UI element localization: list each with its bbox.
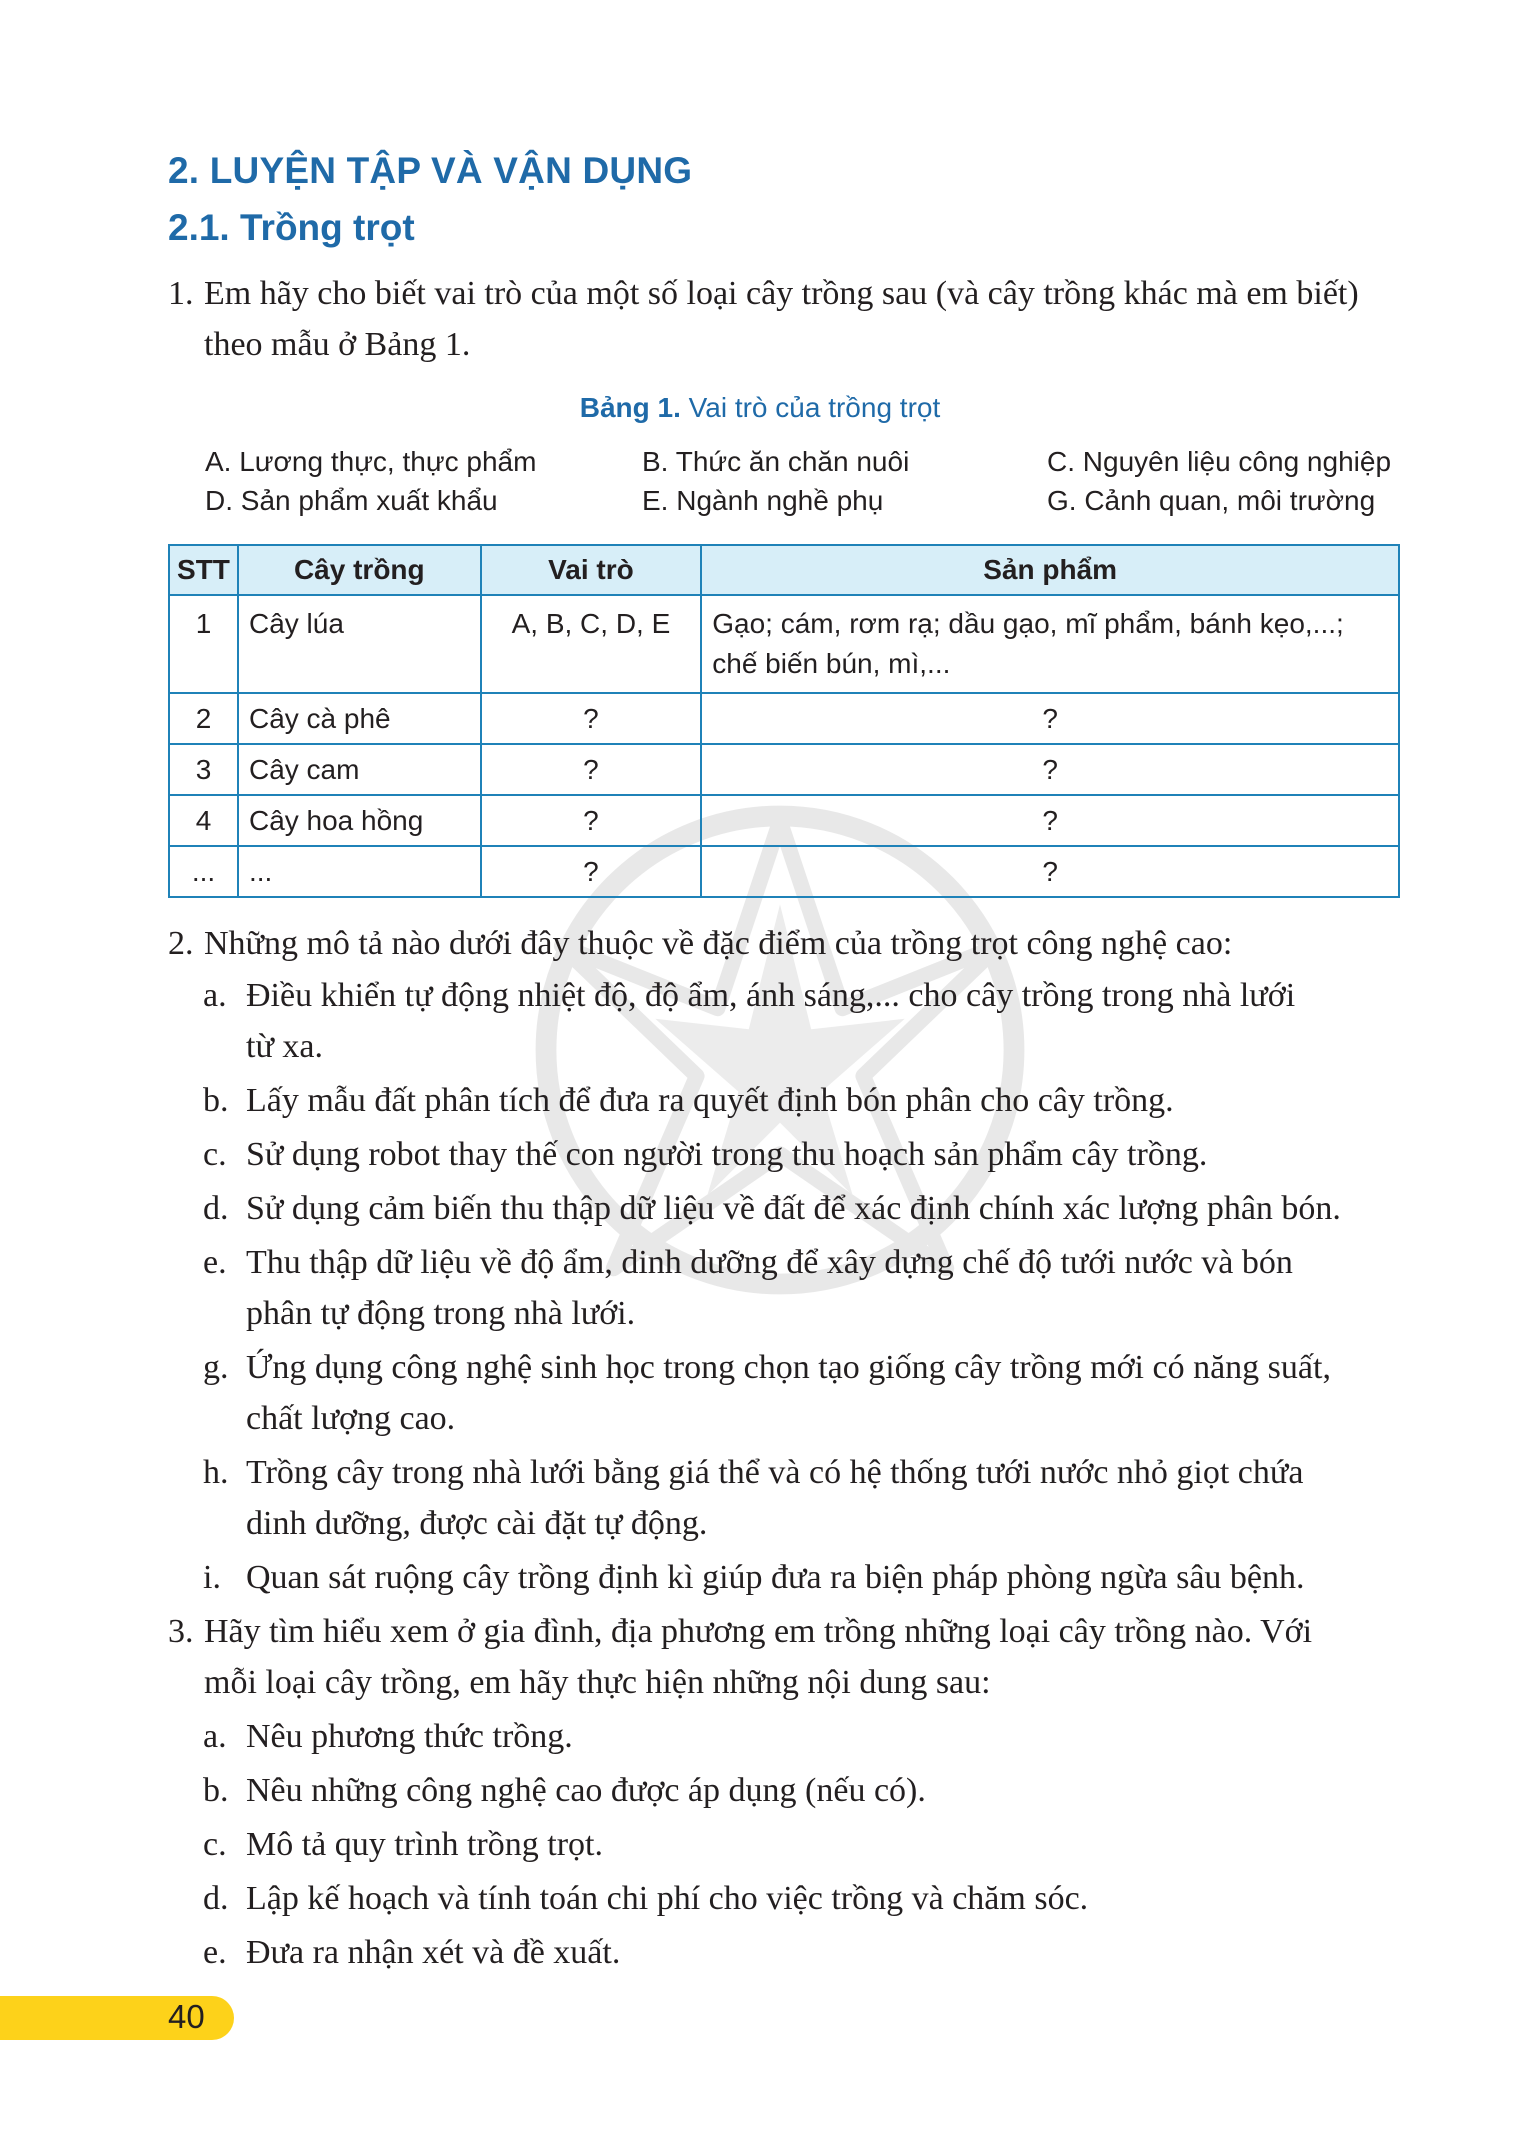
list-item [203, 1237, 1403, 1339]
list-item [203, 1447, 1403, 1549]
cell-crop: ... [238, 846, 481, 897]
cell-stt: 1 [169, 595, 238, 693]
list-item-label: c. [203, 1136, 227, 1173]
cell-stt: 3 [169, 744, 238, 795]
legend-item-d: D. Sản phẩm xuất khẩu [205, 485, 498, 516]
list-item-label: a. [203, 1718, 227, 1755]
crop-role-table [168, 544, 1400, 898]
table-caption [0, 392, 1520, 424]
table-header-row [169, 545, 1399, 595]
table-caption-text: Vai trò của trồng trọt [680, 392, 941, 423]
list-item-label: b. [203, 1772, 229, 1809]
list-item [203, 1183, 1403, 1234]
list-item-text: Lập kế hoạch và tính toán chi phí cho việc trồng và chăm sóc. [246, 1880, 1089, 1917]
list-item-line: phân tự động trong nhà lưới. [246, 1295, 636, 1332]
list-item-line: Thu thập dữ liệu về độ ẩm, dinh dưỡng để xây dựng chế độ tưới nước và bón [246, 1244, 1293, 1281]
question-3 [168, 1606, 1408, 1708]
cell-stt: 4 [169, 795, 238, 846]
list-item-label: e. [203, 1244, 227, 1281]
list-item-label: e. [203, 1934, 227, 1971]
list-item-label: d. [203, 1190, 229, 1227]
table-row [169, 693, 1399, 744]
list-item-text: Mô tả quy trình trồng trọt. [246, 1826, 603, 1863]
list-item-label: d. [203, 1880, 229, 1917]
question-text-line: Em hãy cho biết vai trò của một số loại cây trồng sau (và cây trồng khác mà em biết) [204, 275, 1359, 312]
list-item-line: Điều khiển tự động nhiệt độ, độ ẩm, ánh sáng,... cho cây trồng trong nhà lưới [246, 977, 1296, 1014]
list-item-label: i. [203, 1559, 221, 1596]
cell-role: ? [481, 693, 702, 744]
cell-role: ? [481, 795, 702, 846]
legend-item-a: A. Lương thực, thực phẩm [205, 446, 537, 477]
list-item [203, 1765, 1403, 1816]
question-text-line: Hãy tìm hiểu xem ở gia đình, địa phương em trồng những loại cây trồng nào. Với [204, 1613, 1313, 1650]
legend-item-b: B. Thức ăn chăn nuôi [642, 446, 910, 477]
cell-product-line: Gạo; cám, rơm rạ; dầu gạo, mĩ phẩm, bánh kẹo,...; [712, 608, 1344, 639]
list-item-line: dinh dưỡng, được cài đặt tự động. [246, 1505, 708, 1542]
question-text-line: theo mẫu ở Bảng 1. [204, 326, 471, 363]
cell-role: ? [481, 744, 702, 795]
table-caption-label: Bảng 1. [579, 392, 681, 423]
list-item [203, 1552, 1403, 1603]
cell-product-line: chế biến bún, mì,... [712, 648, 951, 679]
cell-product: ? [701, 744, 1399, 795]
list-item-text: Nêu những công nghệ cao được áp dụng (nếu có). [246, 1772, 926, 1809]
cell-crop: Cây lúa [238, 595, 481, 693]
legend-item-e: E. Ngành nghề phụ [642, 485, 884, 516]
column-header-stt: STT [169, 545, 238, 595]
legend-item-g: G. Cảnh quan, môi trường [1047, 485, 1376, 516]
list-item-label: h. [203, 1454, 229, 1491]
legend-item-c: C. Nguyên liệu công nghiệp [1047, 446, 1392, 477]
list-item-label: c. [203, 1826, 227, 1863]
list-item-line: Ứng dụng công nghệ sinh học trong chọn tạo giống cây trồng mới có năng suất, [246, 1349, 1331, 1386]
question-1 [168, 268, 1408, 370]
list-item-line: từ xa. [246, 1028, 323, 1065]
list-item [203, 1927, 1403, 1978]
list-item-label: b. [203, 1082, 229, 1119]
table-row [169, 795, 1399, 846]
table-row [169, 595, 1399, 693]
cell-crop: Cây cà phê [238, 693, 481, 744]
section-title: 2. LUYỆN TẬP VÀ VẬN DỤNG [168, 150, 693, 191]
column-header-role: Vai trò [481, 545, 702, 595]
cell-product [701, 595, 1399, 693]
list-item [203, 1129, 1403, 1180]
cell-product: ? [701, 693, 1399, 744]
cell-product: ? [701, 795, 1399, 846]
cell-stt: ... [169, 846, 238, 897]
list-item [203, 1819, 1403, 1870]
list-item-line: chất lượng cao. [246, 1400, 456, 1437]
column-header-product: Sản phẩm [701, 545, 1399, 595]
question-number: 3. [168, 1613, 194, 1650]
table-row [169, 846, 1399, 897]
cell-role: A, B, C, D, E [481, 595, 702, 693]
list-item [203, 1873, 1403, 1924]
question-number: 2. [168, 925, 194, 962]
list-item-text: Nêu phương thức trồng. [246, 1718, 573, 1755]
cell-role: ? [481, 846, 702, 897]
question-2 [168, 918, 1408, 969]
list-item-label: g. [203, 1349, 229, 1386]
list-item-line: Sử dụng cảm biến thu thập dữ liệu về đất để xác định chính xác lượng phân bón. [246, 1190, 1341, 1227]
list-item [203, 970, 1403, 1072]
cell-crop: Cây cam [238, 744, 481, 795]
list-item-label: a. [203, 977, 227, 1014]
list-item-text: Đưa ra nhận xét và đề xuất. [246, 1934, 621, 1971]
list-item [203, 1711, 1403, 1762]
list-item [203, 1342, 1403, 1444]
question-number: 1. [168, 275, 194, 312]
question-text-line: mỗi loại cây trồng, em hãy thực hiện những nội dung sau: [204, 1664, 991, 1701]
cell-crop: Cây hoa hồng [238, 795, 481, 846]
table-row [169, 744, 1399, 795]
question-text: Những mô tả nào dưới đây thuộc về đặc điểm của trồng trọt công nghệ cao: [204, 925, 1233, 962]
page-number: 40 [168, 1998, 205, 2035]
list-item [203, 1075, 1403, 1126]
list-item-line: Trồng cây trong nhà lưới bằng giá thể và có hệ thống tưới nước nhỏ giọt chứa [246, 1454, 1304, 1491]
cell-stt: 2 [169, 693, 238, 744]
list-item-line: Quan sát ruộng cây trồng định kì giúp đưa ra biện pháp phòng ngừa sâu bệnh. [246, 1559, 1305, 1596]
column-header-crop: Cây trồng [238, 545, 481, 595]
list-item-line: Sử dụng robot thay thế con người trong thu hoạch sản phẩm cây trồng. [246, 1136, 1208, 1173]
cell-product: ? [701, 846, 1399, 897]
list-item-line: Lấy mẫu đất phân tích để đưa ra quyết định bón phân cho cây trồng. [246, 1082, 1174, 1119]
subsection-title: 2.1. Trồng trọt [168, 207, 415, 248]
